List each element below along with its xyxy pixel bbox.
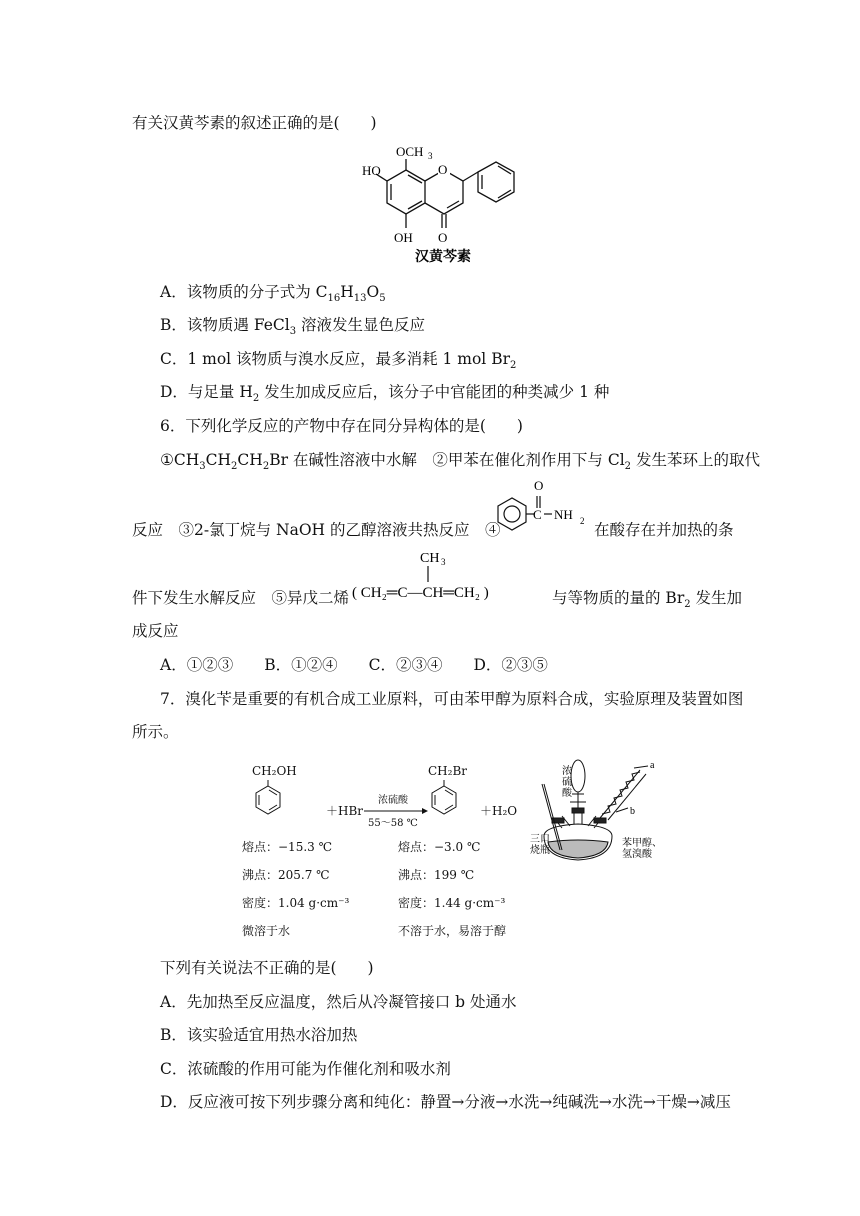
q6-options: A．①②③ B．①②④ C．②③④ D．②③⑤ bbox=[160, 656, 548, 674]
port-b-label: b bbox=[630, 806, 635, 817]
product-solubility: 不溶于水，易溶于醇 bbox=[398, 924, 507, 938]
och3-label: OCH bbox=[396, 144, 424, 159]
port-a-label: a bbox=[650, 760, 655, 771]
liquid-label-1: 苯甲醇、 bbox=[622, 838, 662, 849]
flask-label-2: 烧瓶 bbox=[530, 845, 550, 856]
reaction-arrow bbox=[364, 807, 428, 815]
q5-option-a: A．该物质的分子式为 $C_{16}H_{13}O_5$ bbox=[160, 283, 386, 304]
q6-line-2-tail: 在酸存在并加热的条 bbox=[594, 521, 734, 539]
isoprene-formula: ( CH₂═C—CH═CH₂ ) bbox=[352, 585, 489, 601]
isoprene-ch3: CH bbox=[420, 551, 440, 566]
q5-option-c: C．1 mol 该物质与溴水反应，最多消耗 1 mol $Br_2$ bbox=[160, 350, 517, 371]
q7-question: 下列有关说法不正确的是( ) bbox=[160, 959, 374, 977]
carbonyl-o-label: O bbox=[438, 230, 448, 245]
amide-sub: 2 bbox=[580, 516, 585, 526]
q7-option-d: D．反应液可按下列步骤分离和纯化：静置→分液→水洗→纯碱洗→水洗→干燥→减压 bbox=[160, 1093, 731, 1111]
reactant-solubility: 微溶于水 bbox=[242, 924, 291, 938]
funnel-label-3: 酸 bbox=[562, 788, 572, 799]
reactant-group: CH₂OH bbox=[252, 764, 297, 778]
q6-line-1: $①CH_3CH_2CH_2Br$ 在碱性溶液中水解 ②甲苯在催化剂作用下与 $Cl_2$ 发生苯环上的取代 bbox=[160, 451, 760, 472]
amide-o: O bbox=[534, 478, 544, 493]
q6-line-3-tail: 与等物质的量的 $Br_2$ 发生加 bbox=[552, 589, 743, 610]
ring-oxygen-label: O bbox=[438, 162, 448, 177]
q7-option-a: A．先加热至反应温度，然后从冷凝管接口 b 处通水 bbox=[160, 993, 517, 1011]
reaction-scheme bbox=[240, 762, 540, 842]
oh-label: OH bbox=[394, 230, 413, 245]
amide-nh: NH bbox=[554, 507, 573, 522]
funnel-label-1: 浓 bbox=[562, 766, 572, 777]
product-melting-point: 熔点：−3.0 ℃ bbox=[398, 840, 481, 854]
catalyst-label: 浓硫酸 bbox=[378, 795, 408, 806]
reactant-density: 密度：1.04 g·cm⁻³ bbox=[242, 896, 350, 910]
amide-c: C bbox=[533, 507, 542, 522]
funnel-label-2: 硫 bbox=[562, 777, 572, 788]
q6-line-2-text: 反应 ③2-氯丁烷与 NaOH 的乙醇溶液共热反应 ④ bbox=[132, 521, 501, 539]
q5-stem: 有关汉黄芩素的叙述正确的是( ) bbox=[132, 114, 377, 132]
flask-label-1: 三口 bbox=[530, 834, 550, 845]
q7-option-b: B．该实验适宜用热水浴加热 bbox=[160, 1026, 358, 1044]
structure-caption: 汉黄芩素 bbox=[415, 250, 471, 265]
reactant-melting-point: 熔点：−15.3 ℃ bbox=[242, 840, 333, 854]
plus-h2o: ＋H₂O bbox=[480, 804, 518, 818]
product-benzene bbox=[428, 780, 462, 820]
isoprene-ch3-sub: 3 bbox=[441, 557, 446, 567]
benzamide-structure bbox=[482, 476, 594, 540]
q6-stem: 6．下列化学反应的产物中存在同分异构体的是( ) bbox=[160, 417, 523, 435]
ho-label: HO bbox=[362, 163, 381, 178]
apparatus-diagram bbox=[530, 756, 680, 868]
och3-sub: 3 bbox=[428, 151, 433, 161]
conditions-label: 55～58 ℃ bbox=[368, 818, 418, 829]
isoprene-structure bbox=[352, 544, 552, 604]
q6-line-4: 成反应 bbox=[132, 622, 179, 640]
plus-hbr: ＋HBr bbox=[326, 804, 364, 818]
q5-option-b: B．该物质遇 FeCl$_3$ 溶液发生显色反应 bbox=[160, 316, 426, 337]
reactant-boiling-point: 沸点：205.7 ℃ bbox=[242, 868, 330, 882]
product-boiling-point: 沸点：199 ℃ bbox=[398, 868, 475, 882]
q6-line-3-text: 件下发生水解反应 ⑤异戊二烯 bbox=[132, 589, 350, 607]
product-group: CH₂Br bbox=[428, 764, 468, 778]
q7-stem-line-1: 7．溴化苄是重要的有机合成工业原料，可由苯甲醇为原料合成，实验原理及装置如图 bbox=[160, 690, 744, 708]
liquid-label-2: 氢溴酸 bbox=[622, 849, 652, 860]
q5-option-d: D．与足量 $H_2$ 发生加成反应后，该分子中官能团的种类减少 1 种 bbox=[160, 383, 610, 404]
product-density: 密度：1.44 g·cm⁻³ bbox=[398, 896, 506, 910]
q7-option-c: C．浓硫酸的作用可能为作催化剂和吸水剂 bbox=[160, 1060, 451, 1078]
q7-stem-line-2: 所示。 bbox=[132, 723, 179, 741]
reactant-benzene bbox=[252, 780, 286, 820]
flavone-structure bbox=[362, 142, 532, 267]
